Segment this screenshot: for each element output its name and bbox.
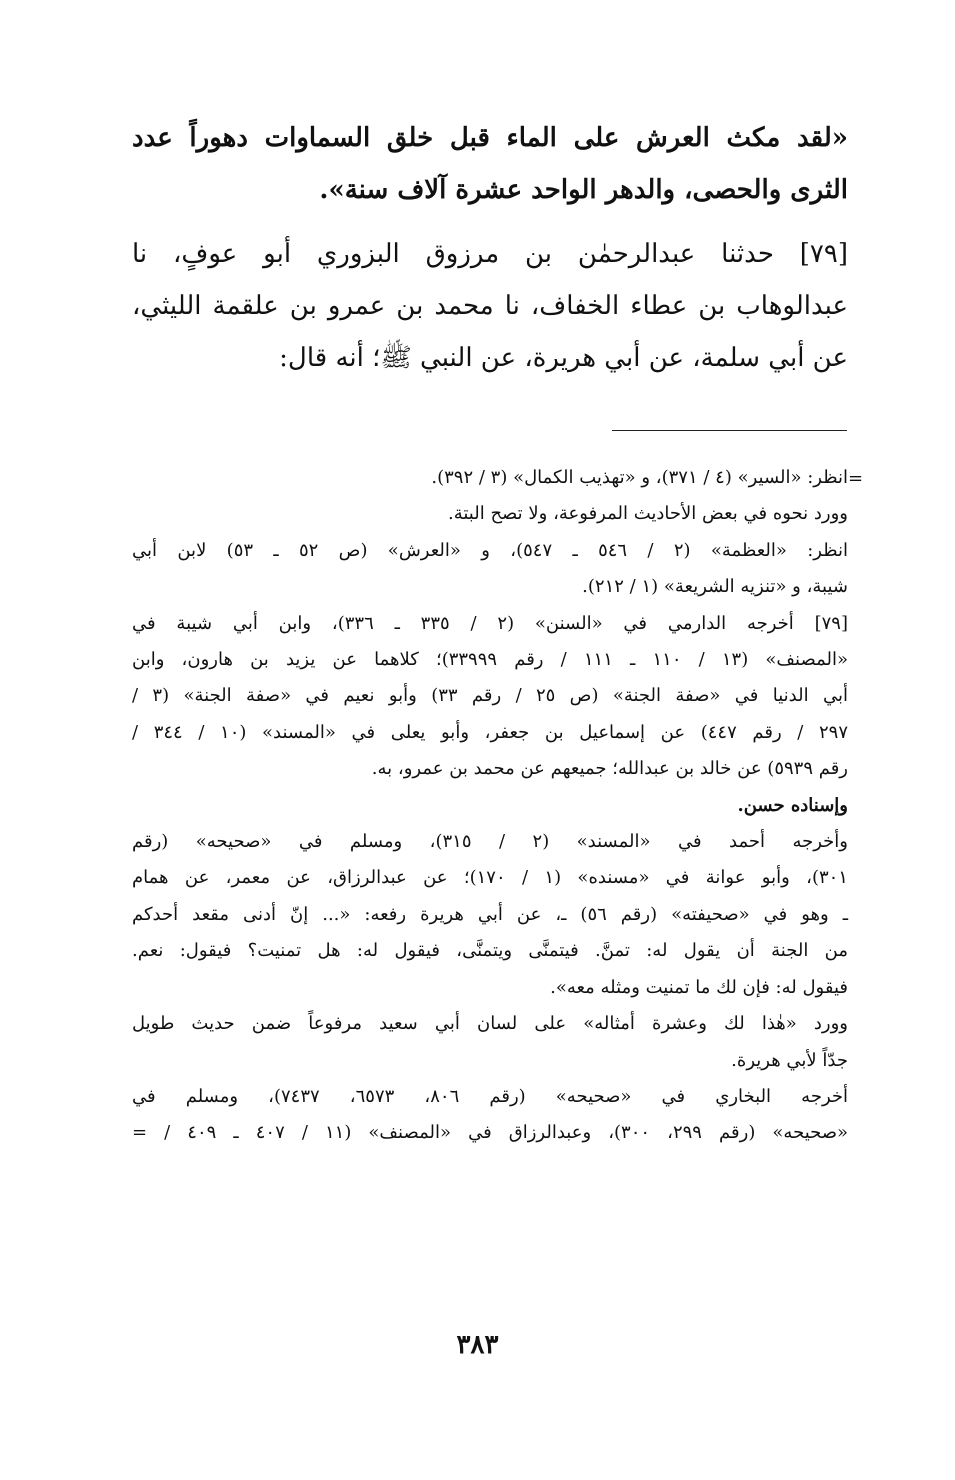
footnotes — [132, 460, 848, 1152]
footnote-line: فيقول له: فإن لك ما تمنيت ومثله معه». — [550, 976, 848, 998]
footnote-line: انظر: «العظمة» (٢ / ٥٤٦ ـ ٥٤٧)، و «العرش» (ص ٥٢ ـ ٥٣) لابن أبي — [132, 539, 849, 561]
footnote-line: شيبة، و «تنزيه الشريعة» (١ / ٢١٢). — [582, 576, 848, 598]
main-text-line: «لقد مكث العرش على الماء قبل خلق السماوات دهوراً عدد — [132, 123, 848, 153]
page-number: ٣٨٣ — [456, 1330, 499, 1360]
paragraph-gap — [132, 216, 848, 228]
main-text — [132, 112, 848, 384]
footnote-line: «صحيحه» (رقم ٢٩٩، ٣٠٠)، وعبدالرزاق في «المصنف» (١١ / ٤٠٧ ـ ٤٠٩ / = — [132, 1122, 849, 1144]
footnote-line: وأخرجه أحمد في «المسند» (٢ / ٣١٥)، ومسلم في «صحيحه» (رقم — [132, 831, 848, 853]
footnote-line: وورد «هٰذا لك وعشرة أمثاله» على لسان أبي سعيد مرفوعاً ضمن حديث طويل — [132, 1013, 848, 1035]
footnote-line: وورد نحوه في بعض الأحاديث المرفوعة، ولا تصح البتة. — [448, 503, 848, 525]
hadith-isnad-line: عبدالوهاب بن عطاء الخفاف، نا محمد بن عمرو بن علقمة الليثي، — [132, 291, 848, 321]
footnote-line: ٢٩٧ / رقم ٤٤٧) عن إسماعيل بن جعفر، وأبو يعلى في «المسند» (١٠ / ٣٤٤ / — [132, 721, 848, 743]
footnote-line: [٧٩] أخرجه الدارمي في «السنن» (٢ / ٣٣٥ ـ ٣٣٦)، وابن أبي شيبة في — [132, 612, 848, 634]
footnote-line: ٣٠١)، وأبو عوانة في «مسنده» (١ / ١٧٠)؛ عن عبدالرزاق، عن معمر، عن همام — [132, 867, 848, 889]
footnote-separator — [612, 430, 847, 431]
footnote-line: انظر: «السير» (٤ / ٣٧١)، و «تهذيب الكمال» (٣ / ٣٩٢). — [431, 467, 848, 488]
footnote-line: من الجنة أن يقول له: تمنَّ. فيتمنَّى ويتمنَّى، فيقول له: هل تمنيت؟ فيقول: نعم. — [132, 940, 848, 962]
footnote-line: رقم ٥٩٣٩) عن خالد بن عبدالله؛ جميعهم عن محمد بن عمرو، به. — [371, 758, 848, 780]
footnote-line: أخرجه البخاري في «صحيحه» (رقم ٨٠٦، ٦٥٧٣، ٧٤٣٧)، ومسلم في — [132, 1085, 849, 1107]
hadith-isnad-line: عن أبي سلمة، عن أبي هريرة، عن النبي ﷺ؛ أنه قال: — [279, 343, 848, 373]
main-text-line: الثرى والحصى، والدهر الواحد عشرة آلاف سنة». — [319, 175, 848, 205]
footnote-line: «المصنف» (١٣ / ١١٠ ـ ١١١ / رقم ٣٣٩٩٩)؛ كلاهما عن يزيد بن هارون، وابن — [132, 649, 848, 671]
footnote-line: جدّاً لأبي هريرة. — [731, 1049, 848, 1071]
footnote-continuation-mark: = — [848, 468, 864, 489]
hadith-isnad-line: [٧٩] حدثنا عبدالرحمٰن بن مرزوق البزوري أبو عوفٍ، نا — [132, 239, 848, 269]
footnote-line: وإسناده حسن. — [737, 794, 848, 816]
footnote-line: أبي الدنيا في «صفة الجنة» (ص ٢٥ / رقم ٣٣) وأبو نعيم في «صفة الجنة» (٣ / — [132, 685, 848, 707]
footnote-line: ـ وهو في «صحيفته» (رقم ٥٦) ـ، عن أبي هريرة رفعه: «... إنّ أدنى مقعد أحدكم — [132, 903, 848, 925]
